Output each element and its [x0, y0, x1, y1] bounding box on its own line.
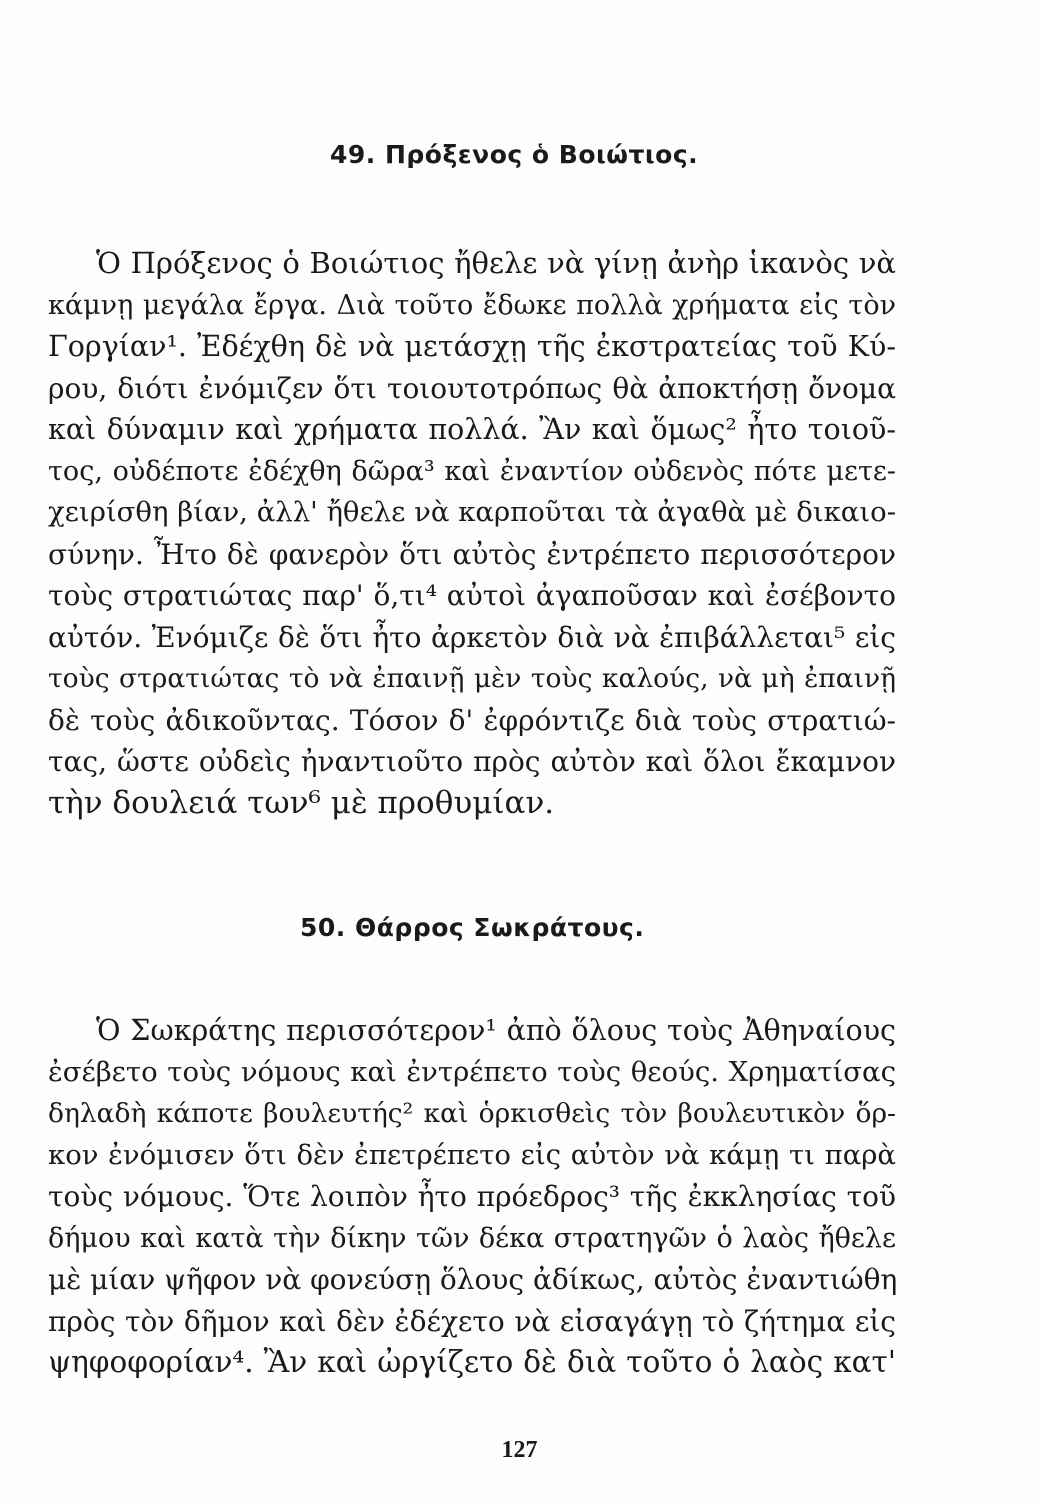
text-line: σύνην. Ἦτο δὲ φανερὸν ὅτι αὐτὸς ἐντρέπετο περισσότερον: [48, 537, 896, 571]
paragraph-proxenos: [48, 243, 896, 824]
text-line: ρου, διότι ἐνόμιζεν ὅτι τοιουτοτρόπως θὰ ἀποκτήσῃ ὄνομα: [48, 371, 896, 405]
text-line: πρὸς τὸν δῆμον καὶ δὲν ἐδέχετο νὰ εἰσαγάγῃ τὸ ζήτημα εἰς: [48, 1304, 896, 1338]
page-number: 127: [501, 1437, 538, 1463]
text-line: δηλαδὴ κάποτε βουλευτής² καὶ ὁρκισθεὶς τὸν βουλευτικὸν ὅρ-: [48, 1098, 896, 1129]
section-heading-proxenos: 49. Πρόξενος ὁ Βοιώτιος.: [330, 140, 699, 169]
text-line: καὶ δύναμιν καὶ χρήματα πολλά. Ἂν καὶ ὅμως² ἦτο τοιοῦ-: [48, 413, 896, 446]
text-line: τας, ὥστε οὐδεὶς ἠναντιοῦτο πρὸς αὐτὸν καὶ ὅλοι ἔκαμνον: [48, 745, 896, 778]
section-heading-socrates: 50. Θάρρος Σωκράτους.: [300, 913, 645, 942]
text-line: τοὺς στρατιώτας παρ' ὅ,τι⁴ αὐτοὶ ἀγαποῦσαν καὶ ἐσέβοντο: [48, 579, 896, 612]
text-line: ἐσέβετο τοὺς νόμους καὶ ἐντρέπετο τοὺς θεούς. Χρηματίσας: [48, 1055, 896, 1088]
text-line: Γοργίαν¹. Ἐδέχθη δὲ νὰ μετάσχῃ τῆς ἐκστρατείας τοῦ Κύ-: [48, 330, 896, 363]
text-line: αὐτόν. Ἐνόμιζε δὲ ὅτι ἦτο ἀρκετὸν διὰ νὰ ἐπιβάλλεται⁵ εἰς: [48, 620, 896, 654]
text-line: τος, οὐδέποτε ἐδέχθη δῶρα³ καὶ ἐναντίον οὐδενὸς πότε μετε-: [48, 455, 896, 487]
text-line: τοὺς νόμους. Ὅτε λοιπὸν ἦτο πρόεδρος³ τῆς ἐκκλησίας τοῦ: [48, 1180, 896, 1213]
text-line: κάμνῃ μεγάλα ἔργα. Διὰ τοῦτο ἔδωκε πολλὰ χρήματα εἰς τὸν: [48, 289, 896, 321]
text-line: ψηφοφορίαν⁴. Ἂν καὶ ὠργίζετο δὲ διὰ τοῦτο ὁ λαὸς κατ': [48, 1345, 896, 1379]
text-line: κον ἐνόμισεν ὅτι δὲν ἐπετρέπετο εἰς αὐτὸν νὰ κάμῃ τι παρὰ: [48, 1138, 896, 1171]
text-line: δήμου καὶ κατὰ τὴν δίκην τῶν δέκα στρατηγῶν ὁ λαὸς ἤθελε: [48, 1222, 896, 1254]
text-line: τὴν δουλειά των⁶ μὲ προθυμίαν.: [48, 784, 555, 821]
text-line: μὲ μίαν ψῆφον νὰ φονεύσῃ ὅλους ἀδίκως, αὐτὸς ἐναντιώθη: [48, 1263, 898, 1296]
text-line: τοὺς στρατιώτας τὸ νὰ ἐπαινῇ μὲν τοὺς καλούς, νὰ μὴ ἐπαινῇ: [48, 663, 896, 694]
paragraph-socrates: [48, 1010, 896, 1384]
text-line: Ὁ Σωκράτης περισσότερον¹ ἀπὸ ὅλους τοὺς Ἀθηναίους: [96, 1014, 896, 1047]
text-line: δὲ τοὺς ἀδικοῦντας. Τόσον δ' ἐφρόντιζε διὰ τοὺς στρατιώ-: [48, 703, 896, 737]
text-line: Ὁ Πρόξενος ὁ Βοιώτιος ἤθελε νὰ γίνῃ ἀνὴρ ἱκανὸς νὰ: [96, 246, 896, 280]
text-line: χειρίσθη βίαν, ἀλλ' ἤθελε νὰ καρποῦται τὰ ἀγαθὰ μὲ δικαιο-: [48, 496, 896, 528]
